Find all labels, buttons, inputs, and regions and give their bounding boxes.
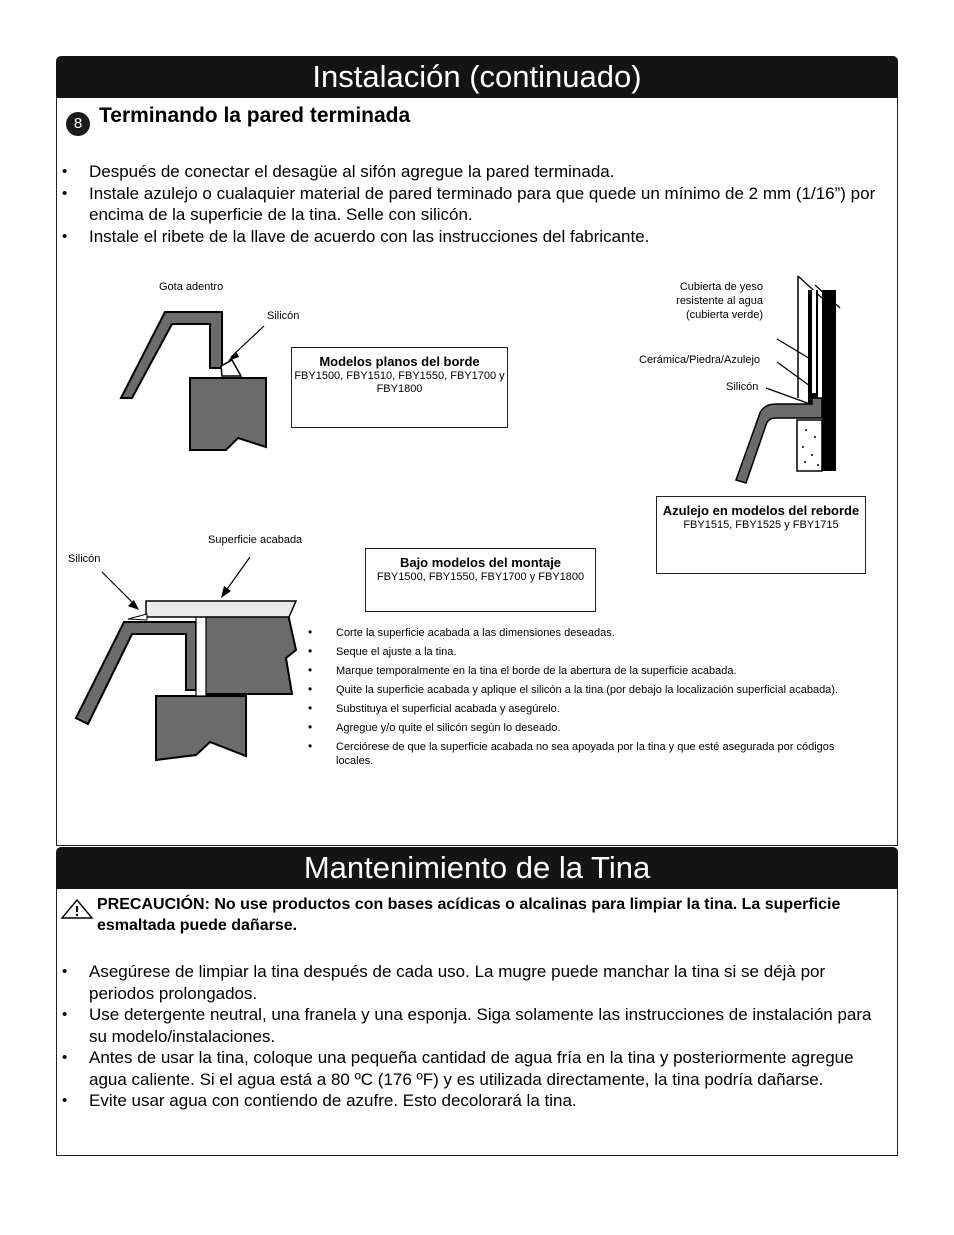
section-banner-maintenance: Mantenimiento de la Tina [56,847,898,889]
undermount-steps [306,627,866,774]
flat-rim-box-title: Modelos planos del borde [319,354,480,369]
label-silicone-flat: Silicón [267,310,300,322]
list-item: • Cerciórese de que la superficie acabada no sea apoyada por la tina y que esté asegurada por códigos locales. [306,741,866,768]
flat-rim-box-models: FBY1500, FBY1510, FBY1550, FBY1700 y FBY1800 [294,370,505,395]
list-item: • Use detergente neutral, una franela y una esponja. Siga solamente las instrucciones de instalación para su modelo/instalaciones. [62,1004,882,1047]
list-item: • Después de conectar el desagüe al sifón agregue la pared terminada. [62,161,882,183]
section-banner-installation: Instalación (continuado) [56,56,898,98]
label-silicone-tile: Silicón [726,381,759,393]
label-drip: Gota adentro [159,281,224,293]
list-item: • Marque temporalmente en la tina el borde de la abertura de la superficie acabada. [306,665,866,679]
list-item: • Agregue y/o quite el silicón según lo deseado. [306,722,866,736]
list-item: • Substituya el superficial acabada y asegúrelo. [306,703,866,717]
caution-text: PRECAUCIÓN: No use productos con bases acídicas o alcalinas para limpiar la tina. La superficie esmaltada puede dañarse. [97,896,841,934]
warning-triangle-icon [60,898,94,920]
label-silicone-under: Silicón [68,553,101,565]
list-item: • Quite la superficie acabada y aplique el silicón a la tina (por debajo la localización superficial acabada). [306,684,866,698]
undermount-models-box [365,548,596,612]
step-number-badge: 8 [66,112,90,136]
list-item: • Corte la superficie acabada a las dimensiones deseadas. [306,627,866,641]
label-finished-surface: Superficie acabada [208,534,303,546]
list-item: • Asegúrese de limpiar la tina después de cada uso. La mugre puede manchar la tina si se déjà por periodos prolongados. [62,961,882,1004]
step-title: Terminando la pared terminada [99,104,411,127]
maintenance-bullets [62,961,882,1112]
list-item: • Evite usar agua con contiendo de azufre. Esto decolorará la tina. [62,1090,882,1112]
list-item: • Instale azulejo o cualaquier material de pared terminado para que quede un mínimo de 2 mm (1/16”) por encima de la superficie de la tina. Selle con silicón. [62,183,882,226]
list-item: • Seque el ajuste a la tina. [306,646,866,660]
label-drywall: Cubierta de yeso resistente al agua (cubierta verde) [676,281,763,321]
tile-flange-box-models: FBY1515, FBY1525 y FBY1715 [683,519,839,531]
label-ceramic: Cerámica/Piedra/Azulejo [639,354,761,366]
undermount-box-title: Bajo modelos del montaje [399,555,562,570]
tile-flange-box-title: Azulejo en modelos del reborde [662,503,860,518]
list-item: • Antes de usar la tina, coloque una pequeña cantidad de agua fría en la tina y posteriormente agregue agua caliente. Si el agua está a 80 ºC (176 ºF) y es utilizada directamente, la tina podría dañarse. [62,1047,882,1090]
undermount-box-models: FBY1500, FBY1550, FBY1700 y FBY1800 [376,571,585,583]
list-item: • Instale el ribete de la llave de acuerdo con las instrucciones del fabricante. [62,226,882,248]
